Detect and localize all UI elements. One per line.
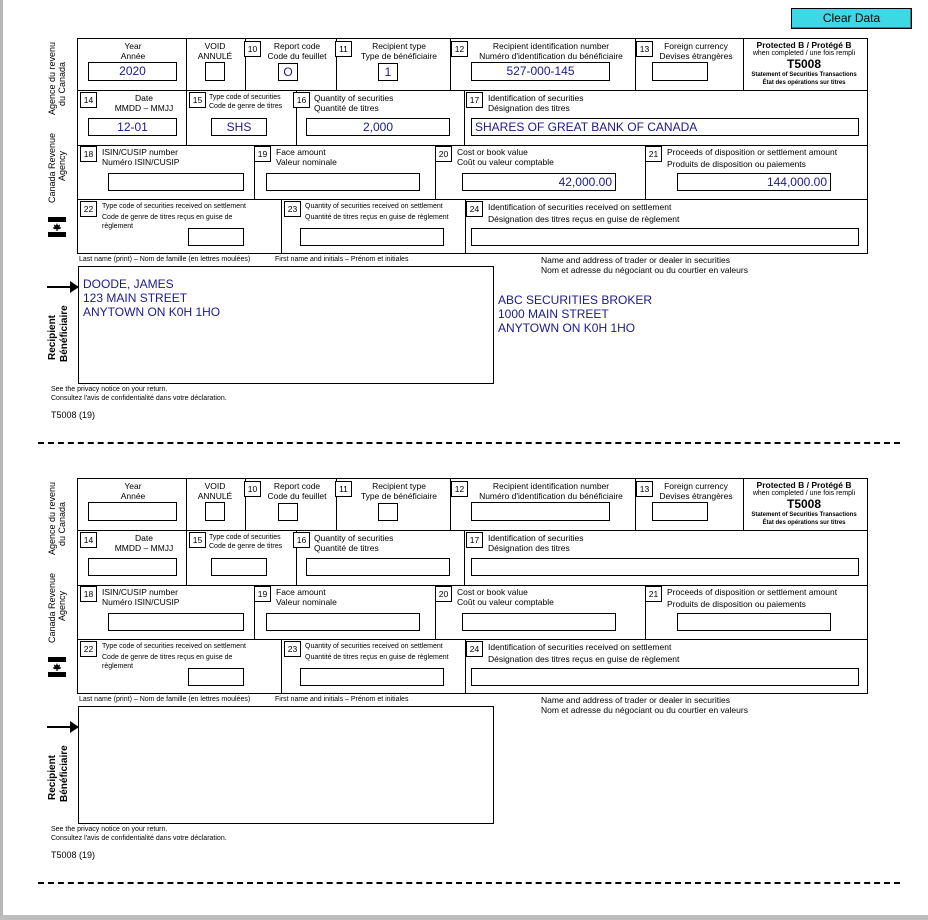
box-number: 15 [189,532,206,548]
box-number: 20 [435,586,452,602]
box-number: 23 [284,641,301,657]
cost-label: Cost or book value Coût ou valeur comptable [457,147,554,167]
recipient-id-field[interactable] [471,502,610,521]
quantity-field[interactable] [306,558,450,576]
foreign-currency-field[interactable] [652,502,708,521]
box-number: 18 [80,146,97,162]
box-number: 11 [335,41,352,57]
cut-line [38,442,900,444]
box-number: 22 [80,201,97,217]
agency-en-text: Canada Revenue [47,132,57,203]
last-name-label: Last name (print) – Nom de famille (en lettres moulées) [79,696,251,703]
box-number: 24 [466,641,483,657]
beneficiaire-vertical-label: Bénéficiaire [59,745,70,802]
form-version: T5008 (19) [51,410,96,420]
agency-fr-text: Agence du revenu [47,41,57,115]
agency-en-text-2: Agency [57,590,67,621]
face-amount-field[interactable] [266,173,420,191]
agency-fr-text-2: du Canada [57,501,67,546]
proceeds-label: Proceeds of disposition or settlement amount Produits de disposition ou paiements [667,587,838,609]
isin-label: ISIN/CUSIP number Numéro ISIN/CUSIP [102,587,180,607]
recipient-address: DOODE, JAMES 123 MAIN STREET ANYTOWN ON K0H 1HO [83,277,221,319]
report-code-field[interactable] [278,503,298,521]
beneficiaire-vertical-label: Bénéficiaire [59,305,70,362]
privacy-notice: See the privacy notice on your return. Consultez l'avis de confidentialité dans votre déclaration. [51,386,227,402]
trader-label: Name and address of trader or dealer in securities Nom et adresse du négociant ou du courtier en valeurs [541,255,748,275]
box-number: 14 [80,92,97,108]
recipient-address-box[interactable] [78,706,494,824]
privacy-notice: See the privacy notice on your return. Consultez l'avis de confidentialité dans votre déclaration. [51,826,227,842]
quantity-label: Quantity of securities Quantité de titres [314,533,394,553]
box-number: 24 [466,201,483,217]
box-number: 16 [293,92,310,108]
received-identification-field[interactable] [471,668,859,686]
face-amount-label: Face amount Valeur nominale [276,587,337,607]
quantity-field[interactable]: 2,000 [306,118,450,136]
proceeds-field[interactable] [677,613,831,631]
face-amount-label: Face amount Valeur nominale [276,147,337,167]
void-label: VOID ANNULÉ [197,41,233,61]
trader-label: Name and address of trader or dealer in securities Nom et adresse du négociant ou du courtier en valeurs [541,695,748,715]
box-number: 19 [254,586,271,602]
first-name-label: First name and initials – Prénom et initiales [275,696,409,703]
box-number: 18 [80,586,97,602]
recipient-id-field[interactable]: 527-000-145 [471,62,610,81]
identification-field[interactable]: SHARES OF GREAT BANK OF CANADA [471,118,859,136]
received-quantity-field[interactable] [300,668,444,686]
first-name-label: First name and initials – Prénom et initiales [275,256,409,263]
recipient-type-label: Recipient type Type de bénéficiaire [360,481,438,501]
recipient-type-field[interactable] [378,503,398,521]
canada-flag-icon [48,217,66,237]
year-field[interactable] [88,502,177,521]
report-code-field[interactable]: O [278,63,298,81]
arrow-right-icon [47,286,71,288]
agency-fr-text: Agence du revenu [47,481,57,555]
received-quantity-label: Quantity of securities received on settlement Quantité de titres reçus en guise de règlement [305,643,449,661]
date-label: Date MMDD – MMJJ [114,533,174,553]
received-type-field[interactable] [188,228,244,246]
form-code: T5008 [786,57,822,71]
recipient-vertical-label: Recipient [47,314,58,360]
last-name-label: Last name (print) – Nom de famille (en lettres moulées) [79,256,251,263]
form-version: T5008 (19) [51,850,96,860]
date-label: Date MMDD – MMJJ [114,93,174,113]
proceeds-field[interactable]: 144,000.00 [677,173,831,191]
void-checkbox[interactable] [205,502,225,521]
box-number: 11 [335,481,352,497]
quantity-label: Quantity of securities Quantité de titres [314,93,394,113]
identification-label: Identification of securities Désignation des titres [488,93,584,113]
foreign-currency-label: Foreign currency Devises étrangères [659,481,733,501]
year-label: Year Année [120,41,146,61]
box-number: 22 [80,641,97,657]
report-code-label: Report code Code du feuillet [267,481,327,501]
recipient-type-field[interactable]: 1 [378,63,398,81]
clear-data-button[interactable]: Clear Data [791,8,912,29]
box-number: 16 [293,532,310,548]
received-identification-label: Identification of securities received on settlement Désignation des titres reçus en guise de règlement [488,202,680,224]
identification-label: Identification of securities Désignation des titres [488,533,584,553]
t5008-slip-1 [0,38,928,478]
protected-header: Protected B / Protégé B when completed / une fois rempli T5008 Statement of Securities Transactions État des opérations sur titres [744,480,864,527]
box-number: 12 [451,41,468,57]
void-checkbox[interactable] [205,62,225,81]
received-quantity-field[interactable] [300,228,444,246]
type-code-field[interactable]: SHS [211,118,267,136]
box-number: 10 [244,41,261,57]
type-code-label: Type code of securities Code de genre de titres [209,534,283,550]
arrow-right-icon [47,726,71,728]
identification-field[interactable] [471,558,859,576]
recipient-type-label: Recipient type Type de bénéficiaire [360,41,438,61]
box-number: 20 [435,146,452,162]
trader-address[interactable]: ABC SECURITIES BROKER 1000 MAIN STREET ANYTOWN ON K0H 1HO [498,293,653,335]
type-code-label: Type code of securities Code de genre de titres [209,94,283,110]
void-label: VOID ANNULÉ [197,481,233,501]
isin-field[interactable] [108,613,244,631]
box-number: 12 [451,481,468,497]
face-amount-field[interactable] [266,613,420,631]
form-code: T5008 [786,497,822,511]
agency-en-text-2: Agency [57,150,67,181]
box-number: 10 [244,481,261,497]
cost-field[interactable] [462,613,616,631]
box-number: 17 [466,532,483,548]
recipient-id-label: Recipient identification number Numéro d'identification du bénéficiaire [479,41,623,61]
agency-fr-text-2: du Canada [57,61,67,106]
box-number: 19 [254,146,271,162]
foreign-currency-label: Foreign currency Devises étrangères [659,41,733,61]
received-type-label: Type code of securities received on settlement Code de genre de titres reçus en guise de règlement [102,643,246,670]
recipient-vertical-label: Recipient [47,754,58,800]
received-identification-label: Identification of securities received on settlement Désignation des titres reçus en guise de règlement [488,642,680,664]
received-type-field[interactable] [188,668,244,686]
box-number: 13 [636,481,653,497]
box-number: 14 [80,532,97,548]
date-field[interactable]: 12-01 [88,118,177,136]
t5008-slip-2 [0,478,928,918]
box-number: 21 [645,146,662,162]
year-label: Year Année [120,481,146,501]
proceeds-label: Proceeds of disposition or settlement amount Produits de disposition ou paiements [667,147,838,169]
received-quantity-label: Quantity of securities received on settlement Quantité de titres reçus en guise de règlement [305,203,449,221]
box-number: 15 [189,92,206,108]
box-number: 23 [284,201,301,217]
isin-field[interactable] [108,173,244,191]
date-field[interactable] [88,558,177,576]
cost-label: Cost or book value Coût ou valeur comptable [457,587,554,607]
canada-flag-icon [48,657,66,677]
cost-field[interactable]: 42,000.00 [462,173,616,191]
agency-en-text: Canada Revenue [47,572,57,643]
received-type-label: Type code of securities received on settlement Code de genre de titres reçus en guise de règlement [102,203,246,230]
received-identification-field[interactable] [471,228,859,246]
year-field[interactable]: 2020 [88,62,177,81]
report-code-label: Report code Code du feuillet [267,41,327,61]
isin-label: ISIN/CUSIP number Numéro ISIN/CUSIP [102,147,180,167]
cut-line [38,882,900,884]
foreign-currency-field[interactable] [652,62,708,81]
type-code-field[interactable] [211,558,267,576]
recipient-id-label: Recipient identification number Numéro d'identification du bénéficiaire [479,481,623,501]
protected-header: Protected B / Protégé B when completed / une fois rempli T5008 Statement of Securities Transactions État des opérations sur titres [744,40,864,87]
box-number: 17 [466,92,483,108]
box-number: 13 [636,41,653,57]
box-number: 21 [645,586,662,602]
